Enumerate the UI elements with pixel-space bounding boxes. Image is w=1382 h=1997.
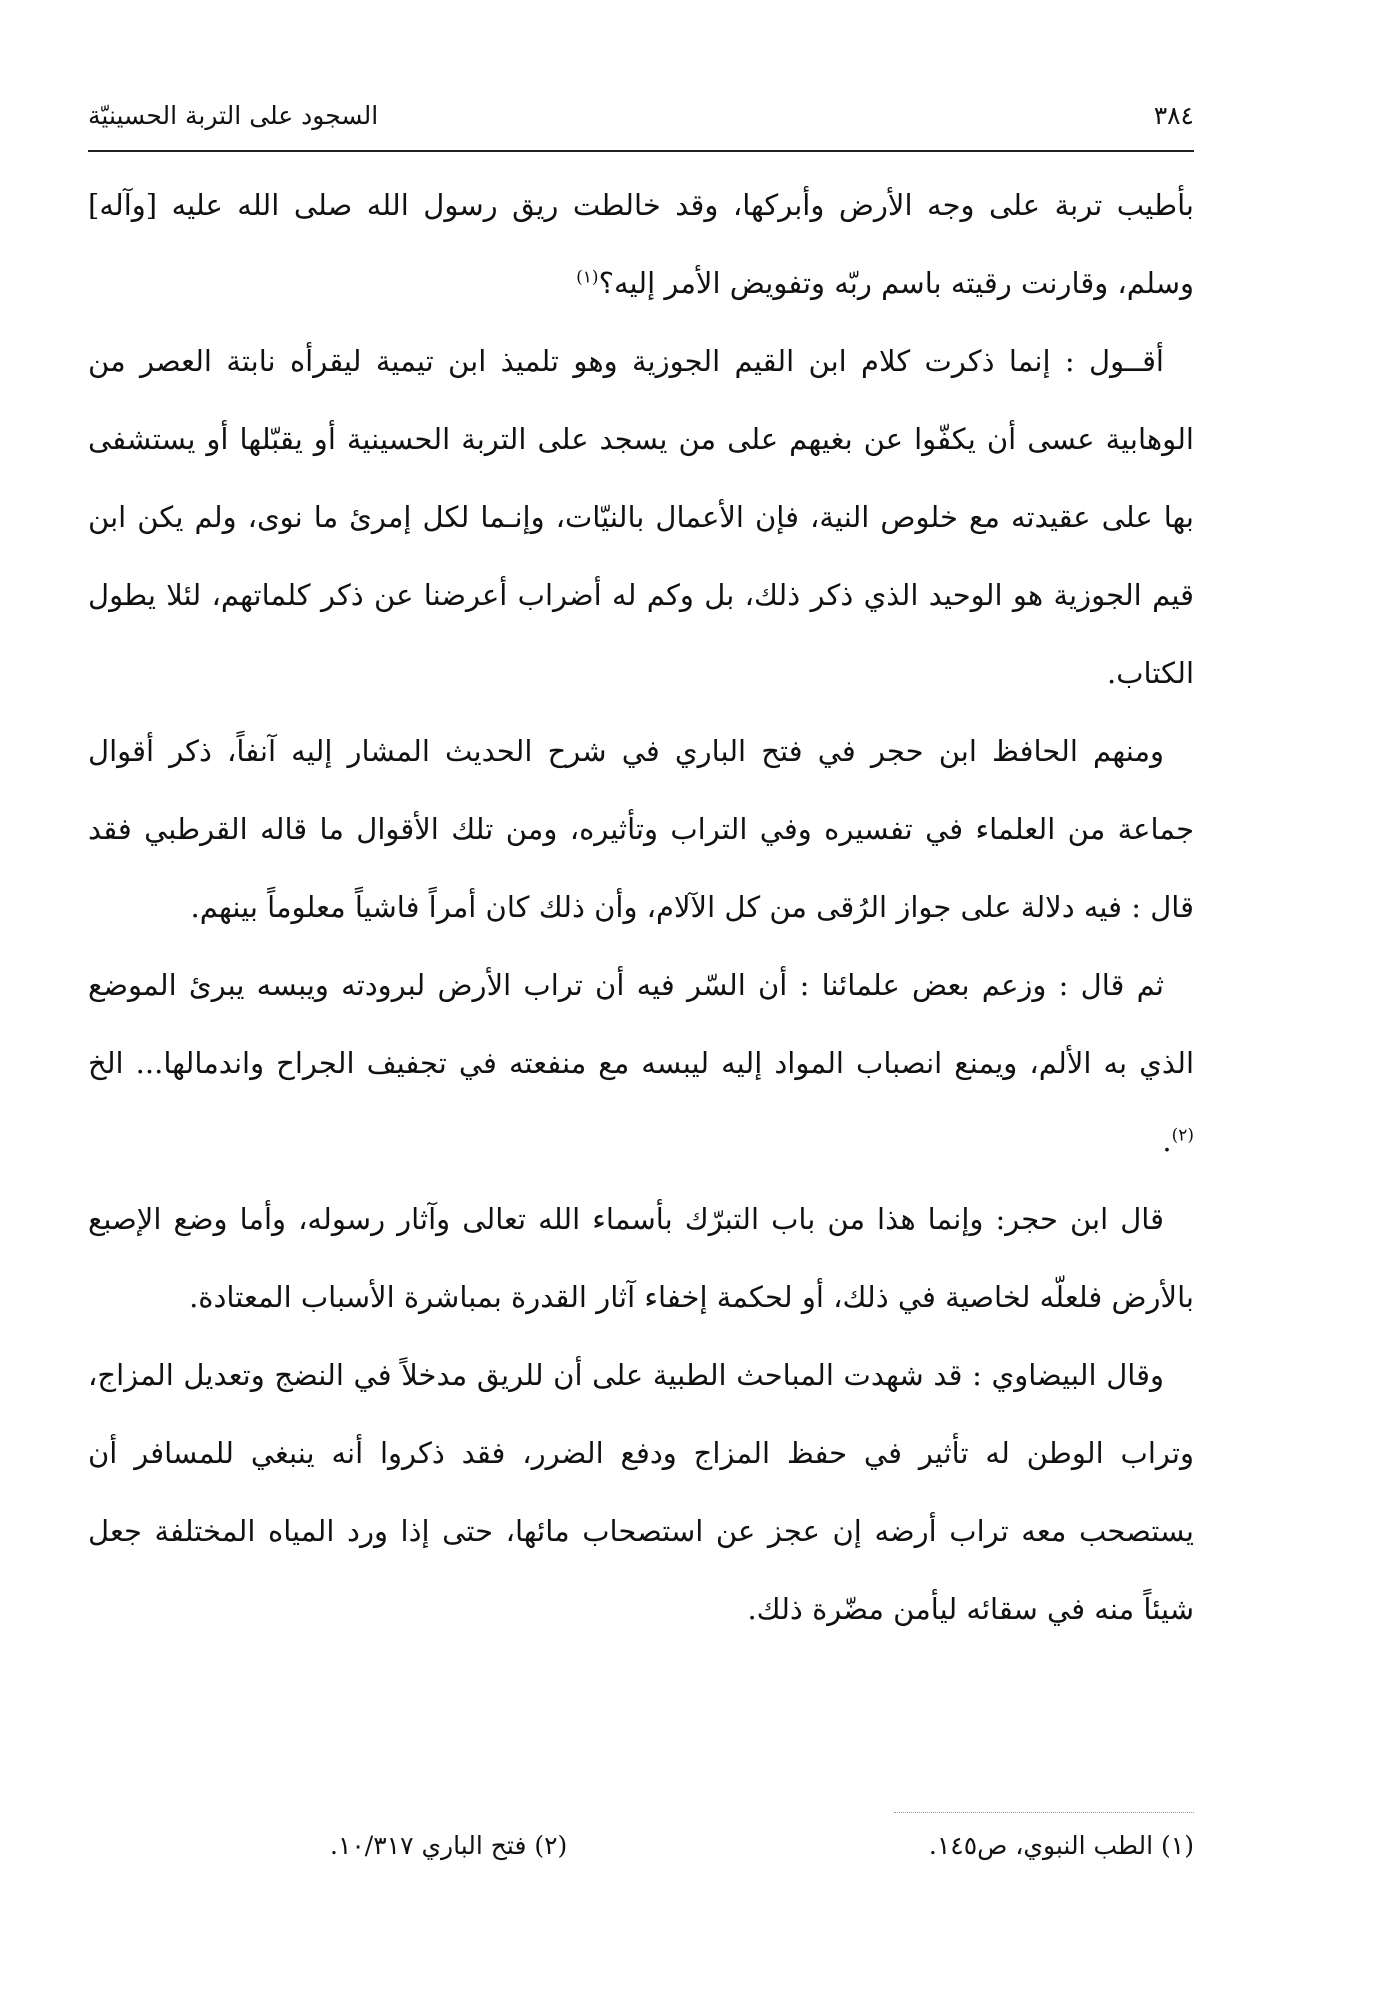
running-title: السجود على التربة الحسينيّة <box>88 100 379 130</box>
page-number: ٣٨٤ <box>1153 100 1194 130</box>
paragraph-6: وقال البيضاوي : قد شهدت المباحث الطبية على أن للريق مدخلاً في النضج وتعديل المزاج، وتراب الوطن له تأثير في حفظ المزاج ودفع الضرر، فقد ذكروا أنه ينبغي للمسافر أن يستصحب معه تراب أرضه إن عجز عن استصحاب مائها، حتى إذا ورد المياه المختلفة جعل شيئاً منه في سقائه ليأمن مضّرة ذلك. <box>88 1358 1194 1626</box>
paragraph-1-text: بأطيب تربة على وجه الأرض وأبركها، وقد خالطت ريق رسول الله صلى الله عليه [وآله] وسلم، وقارنت رقيته باسم ربّه وتفويض الأمر إليه؟ <box>88 188 1194 300</box>
footnotes <box>330 1826 1194 1866</box>
paragraph-4-text: ثم قال : وزعم بعض علمائنا : أن السّر فيه أن تراب الأرض لبرودته ويبسه يبرئ الموضع الذي به الألم، ويمنع انصباب المواد إليه ليبسه مع منفعته في تجفيف الجراح واندمالها... الخ <box>88 968 1194 1080</box>
paragraph-5: قال ابن حجر: وإنما هذا من باب التبرّك بأسماء الله تعالى وآثار رسوله، وأما وضع الإصبع بالأرض فلعلّه لخاصية في ذلك، أو لحكمة إخفاء آثار القدرة بمباشرة الأسباب المعتادة. <box>88 1202 1194 1314</box>
paragraph-2: أقــول : إنما ذكرت كلام ابن القيم الجوزية وهو تلميذ ابن تيمية ليقرأه نابتة العصر من الوهابية عسى أن يكفّوا عن بغيهم على من يسجد على التربة الحسينية أو يقبّلها أو يستشفى بها على عقيدته مع خلوص النية، فإن الأعمال بالنيّات، وإنـما لكل إمرئ ما نوى، ولم يكن ابن قيم الجوزية هو الوحيد الذي ذكر ذلك، بل وكم له أضراب أعرضنا عن ذكر كلماتهم، لئلا يطول الكتاب. <box>88 344 1194 690</box>
footnote-ref-2: (٢) <box>1171 1125 1194 1146</box>
footnote-2: (٢) فتح الباري ١٠/٣١٧. <box>330 1831 568 1860</box>
header-rule <box>88 150 1194 152</box>
paragraph-1 <box>88 166 1194 322</box>
paragraph-3: ومنهم الحافظ ابن حجر في فتح الباري في شرح الحديث المشار إليه آنفاً، ذكر أقوال جماعة من العلماء في تفسيره وفي التراب وتأثيره، ومن تلك الأقوال ما قاله القرطبي فقد قال : فيه دلالة على جواز الرُقى من كل الآلام، وأن ذلك كان أمراً فاشياً معلوماً بينهم. <box>88 734 1194 924</box>
footnote-ref-1: (١) <box>576 267 599 288</box>
footnote-1: (١) الطب النبوي، ص١٤٥. <box>928 1831 1194 1860</box>
paragraph-4: ثم قال : وزعم بعض علمائنا : أن السّر فيه أن تراب الأرض لبرودته ويبسه يبرئ الموضع الذي به الألم، ويمنع انصباب المواد إليه ليبسه مع منفعته في تجفيف الجراح واندمالها... الخ $^{(٢)}$. <box>88 968 1194 1158</box>
body-text <box>88 166 1194 1648</box>
running-head <box>88 92 1194 138</box>
footnote-rule <box>894 1812 1194 1813</box>
